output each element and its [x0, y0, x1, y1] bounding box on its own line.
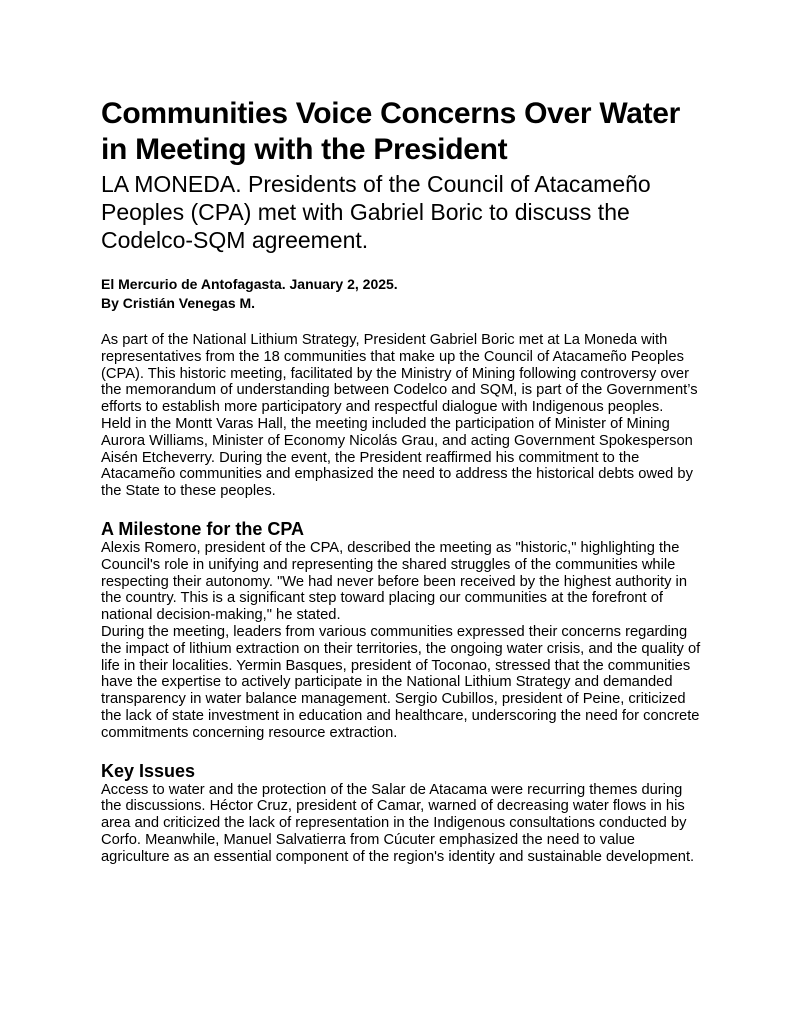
- author-line: By Cristián Venegas M.: [101, 295, 256, 311]
- intro-paragraph: As part of the National Lithium Strategy, President Gabriel Boric met at La Moneda with representatives from the 18 communities that make up the Council of Atacameño Peoples (CPA). This historic meeting, facilitated by the Ministry of Mining following controversy over the memorandum of understanding between Codelco and SQM, is part of the Government’s efforts to establish more participatory and respectful dialogue with Indigenous peoples.: [101, 332, 698, 416]
- article: [101, 96, 701, 866]
- article-title: Communities Voice Concerns Over Water in Meeting with the President: [101, 97, 681, 166]
- section-heading-key-issues: Key Issues: [101, 760, 196, 781]
- section-heading-milestone: A Milestone for the CPA: [101, 518, 305, 539]
- section-paragraph: During the meeting, leaders from various communities expressed their concerns regarding the impact of lithium extraction on their territories, the ongoing water crisis, and the quality of life in their localities. Yermin Basques, president of Toconao, stressed that the communities have the expertise to actively participate in the National Lithium Strategy and demanded transparency in water balance management. Sergio Cubillos, president of Peine, criticized the lack of state investment in education and healthcare, underscoring the need for concrete commitments concerning resource extraction.: [101, 623, 701, 741]
- section-paragraph: Alexis Romero, president of the CPA, described the meeting as "historic," highlighting the Council's role in unifying and representing the shared struggles of the communities while respecting their autonomy. "We had never before been received by the highest authority in the country. This is a significant step toward placing our communities at the forefront of national decision-making," he stated.: [101, 539, 687, 624]
- source-line: El Mercurio de Antofagasta. January 2, 2025.: [101, 276, 398, 292]
- section-paragraph: Access to water and the protection of the Salar de Atacama were recurring themes during the discussions. Héctor Cruz, president of Camar, warned of decreasing water flows in his area and criticized the lack of representation in the Indigenous consultations conducted by Corfo. Meanwhile, Manuel Salvatierra from Cúcuter emphasized the need to value agriculture as an essential component of the region's identity and sustainable development.: [101, 781, 695, 865]
- article-subtitle: LA MONEDA. Presidents of the Council of Atacameño Peoples (CPA) met with Gabriel Boric to discuss the Codelco-SQM agreement.: [101, 171, 651, 253]
- intro-paragraph: Held in the Montt Varas Hall, the meeting included the participation of Minister of Mining Aurora Williams, Minister of Economy Nicolás Grau, and acting Government Spokesperson Aisén Etcheverry. During the event, the President reaffirmed his commitment to the Atacameño communities and emphasized the need to address the historical debts owed by the State to these peoples.: [101, 415, 693, 500]
- byline: [101, 275, 701, 313]
